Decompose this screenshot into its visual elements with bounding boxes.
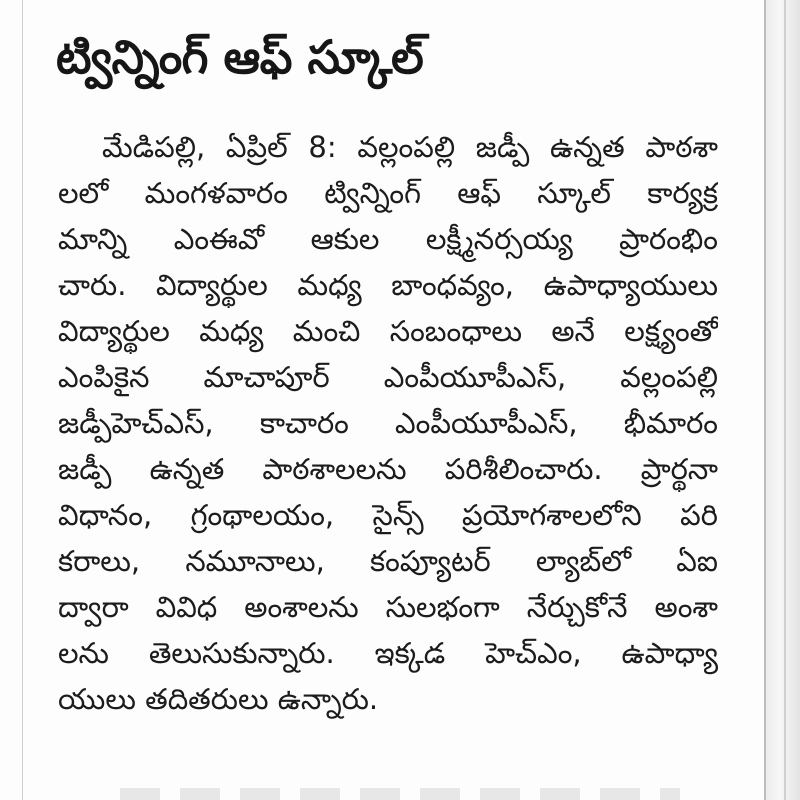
article-line: లను తెలుసుకున్నారు. ఇక్కడ హెచ్ఎం, ఉపాధ్యా bbox=[58, 636, 718, 670]
article-line: ఎంపికైన మాచాపూర్ ఎంపీయూపీఎస్, వల్లంపల్లి bbox=[58, 360, 718, 394]
article-line: చారు. విద్యార్థుల మధ్య బాంధవ్యం, ఉపాధ్యాయులు bbox=[58, 268, 718, 302]
article-line: ద్వారా వివిధ అంశాలను సులభంగా నేర్చుకోనే అంశా bbox=[58, 590, 718, 624]
article-line: విధానం, గ్రంథాలయం, సైన్స్ ప్రయోగశాలలోని పరి bbox=[58, 498, 718, 532]
article-line: జడ్పీ ఉన్నత పాఠశాలలను పరిశీలించారు. ప్రార్థనా bbox=[58, 452, 718, 486]
article-line: లలో మంగళవారం ట్విన్నింగ్ ఆఫ్ స్కూల్ కార్యక్ర bbox=[58, 176, 718, 210]
adjacent-column-edge bbox=[764, 0, 800, 800]
article-line: కరాలు, నమూనాలు, కంప్యూటర్ ల్యాబ్‌లో ఏఐ bbox=[58, 544, 718, 578]
next-article-bleed bbox=[120, 788, 680, 800]
article-line: మేడిపల్లి, ఏప్రిల్ 8: వల్లంపల్లి జడ్పీ ఉన్నత పాఠశా bbox=[102, 130, 718, 164]
article-line: జడ్పీహెచ్ఎస్, కాచారం ఎంపీయూపీఎస్, భీమారం bbox=[58, 406, 718, 440]
article-headline: ట్విన్నింగ్ ఆఫ్ స్కూల్ bbox=[56, 30, 424, 84]
article-body bbox=[58, 124, 718, 722]
article-line: మాన్ని ఎంఈవో ఆకుల లక్ష్మీనర్సయ్య ప్రారంభిం bbox=[58, 222, 718, 256]
article-line: యులు తదితరులు ఉన్నారు. bbox=[58, 682, 379, 716]
right-border-line bbox=[784, 0, 786, 800]
column-divider-line bbox=[22, 0, 23, 800]
article-line: విద్యార్థుల మధ్య మంచి సంబంధాలు అనే లక్ష్యంతో bbox=[58, 314, 718, 348]
